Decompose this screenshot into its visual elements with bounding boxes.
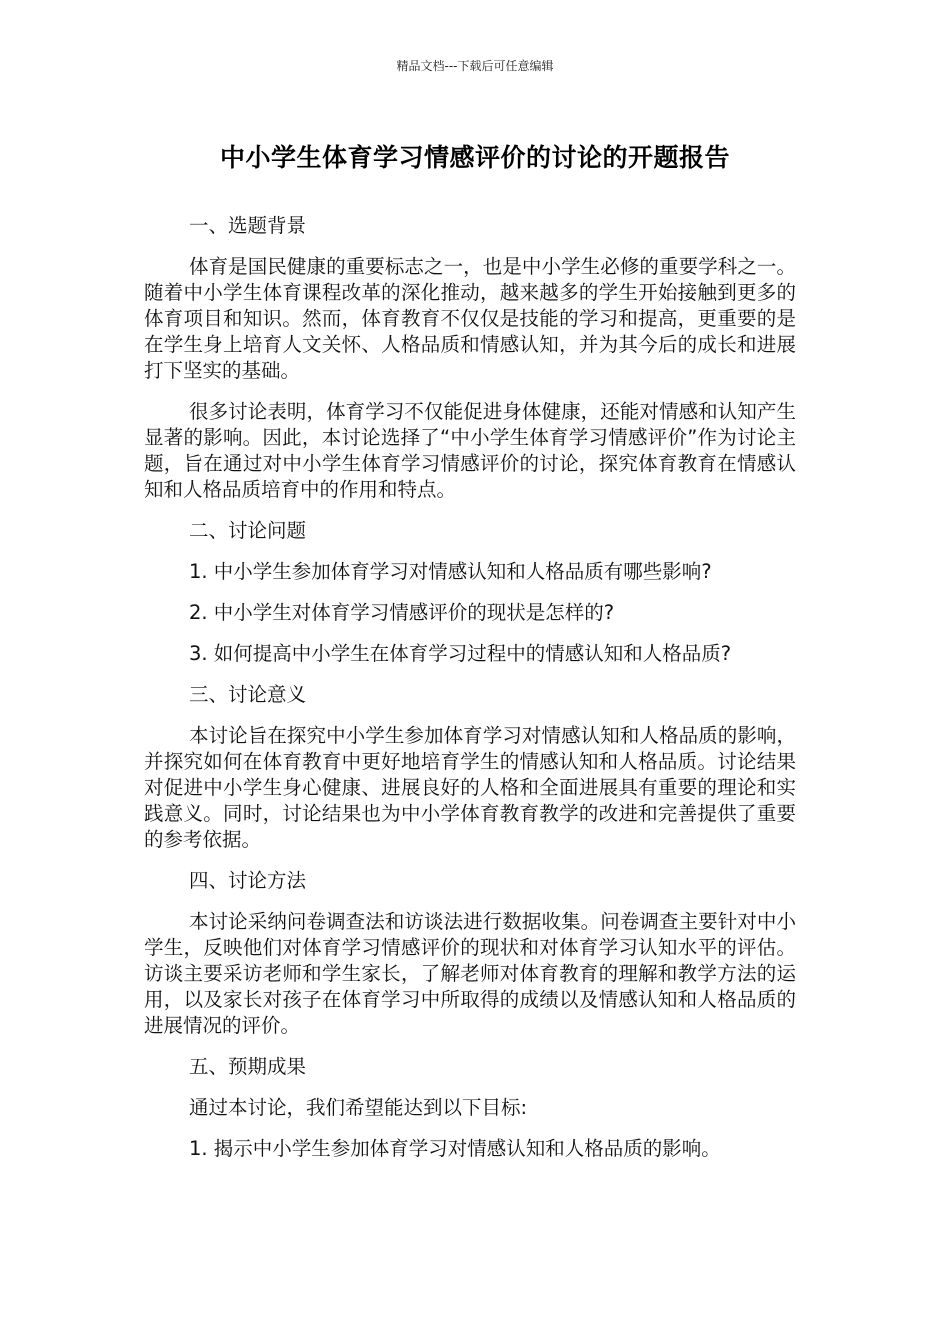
outcomes-intro: 通过本讨论，我们希望能达到以下目标: [189, 1096, 528, 1119]
methods-paragraph: 本讨论采纳问卷调查法和访谈法进行数据收集。问卷调查主要针对中小学生，反映他们对体育学习情感评价的现状和对体育学习认知水平的评估。访谈主要采访老师和学生家长，了解老师对体育教育的理解和教学方法的运用，以及家长对孩子在体育学习中所取得的成绩以及情感认知和人格品质的进展情况的评价。 [144, 910, 796, 1037]
section-heading-methods: 四、讨论方法 [189, 869, 307, 892]
section-heading-significance: 三、讨论意义 [189, 683, 307, 706]
section-heading-background: 一、选题背景 [189, 214, 307, 237]
significance-paragraph: 本讨论旨在探究中小学生参加体育学习对情感认知和人格品质的影响，并探究如何在体育教育中更好地培育学生的情感认知和人格品质。讨论结果对促进中小学生身心健康、进展良好的人格和全面进展具有重要的理论和实践意义。同时，讨论结果也为中小学体育教育教学的改进和完善提供了重要的参考依据。 [144, 724, 796, 851]
document-title: 中小学生体育学习情感评价的讨论的开题报告 [219, 143, 730, 172]
section-heading-outcomes: 五、预期成果 [189, 1055, 307, 1078]
background-paragraph-2: 很多讨论表明，体育学习不仅能促进身体健康，还能对情感和认知产生显著的影响。因此，本讨论选择了“中小学生体育学习情感评价”作为讨论主题，旨在通过对中小学生体育学习情感评价的讨论，探究体育教育在情感认知和人格品质培育中的作用和特点。 [144, 400, 796, 501]
outcome-item-1: 1. 揭示中小学生参加体育学习对情感认知和人格品质的影响。 [189, 1137, 721, 1160]
question-item-3: 3. 如何提高中小学生在体育学习过程中的情感认知和人格品质? [189, 642, 732, 665]
header-note: 精品文档---下载后可任意编辑 [396, 59, 554, 73]
question-item-1: 1. 中小学生参加体育学习对情感认知和人格品质有哪些影响? [189, 560, 712, 583]
background-paragraph-1: 体育是国民健康的重要标志之一，也是中小学生必修的重要学科之一。随着中小学生体育课程改革的深化推动，越来越多的学生开始接触到更多的体育项目和知识。然而，体育教育不仅仅是技能的学习和提高，更重要的是在学生身上培育人文关怀、人格品质和情感认知，并为其今后的成长和进展打下坚实的基础。 [144, 255, 796, 382]
document-body [144, 213, 796, 1177]
section-heading-questions: 二、讨论问题 [189, 519, 307, 542]
question-item-2: 2. 中小学生对体育学习情感评价的现状是怎样的? [189, 601, 615, 624]
